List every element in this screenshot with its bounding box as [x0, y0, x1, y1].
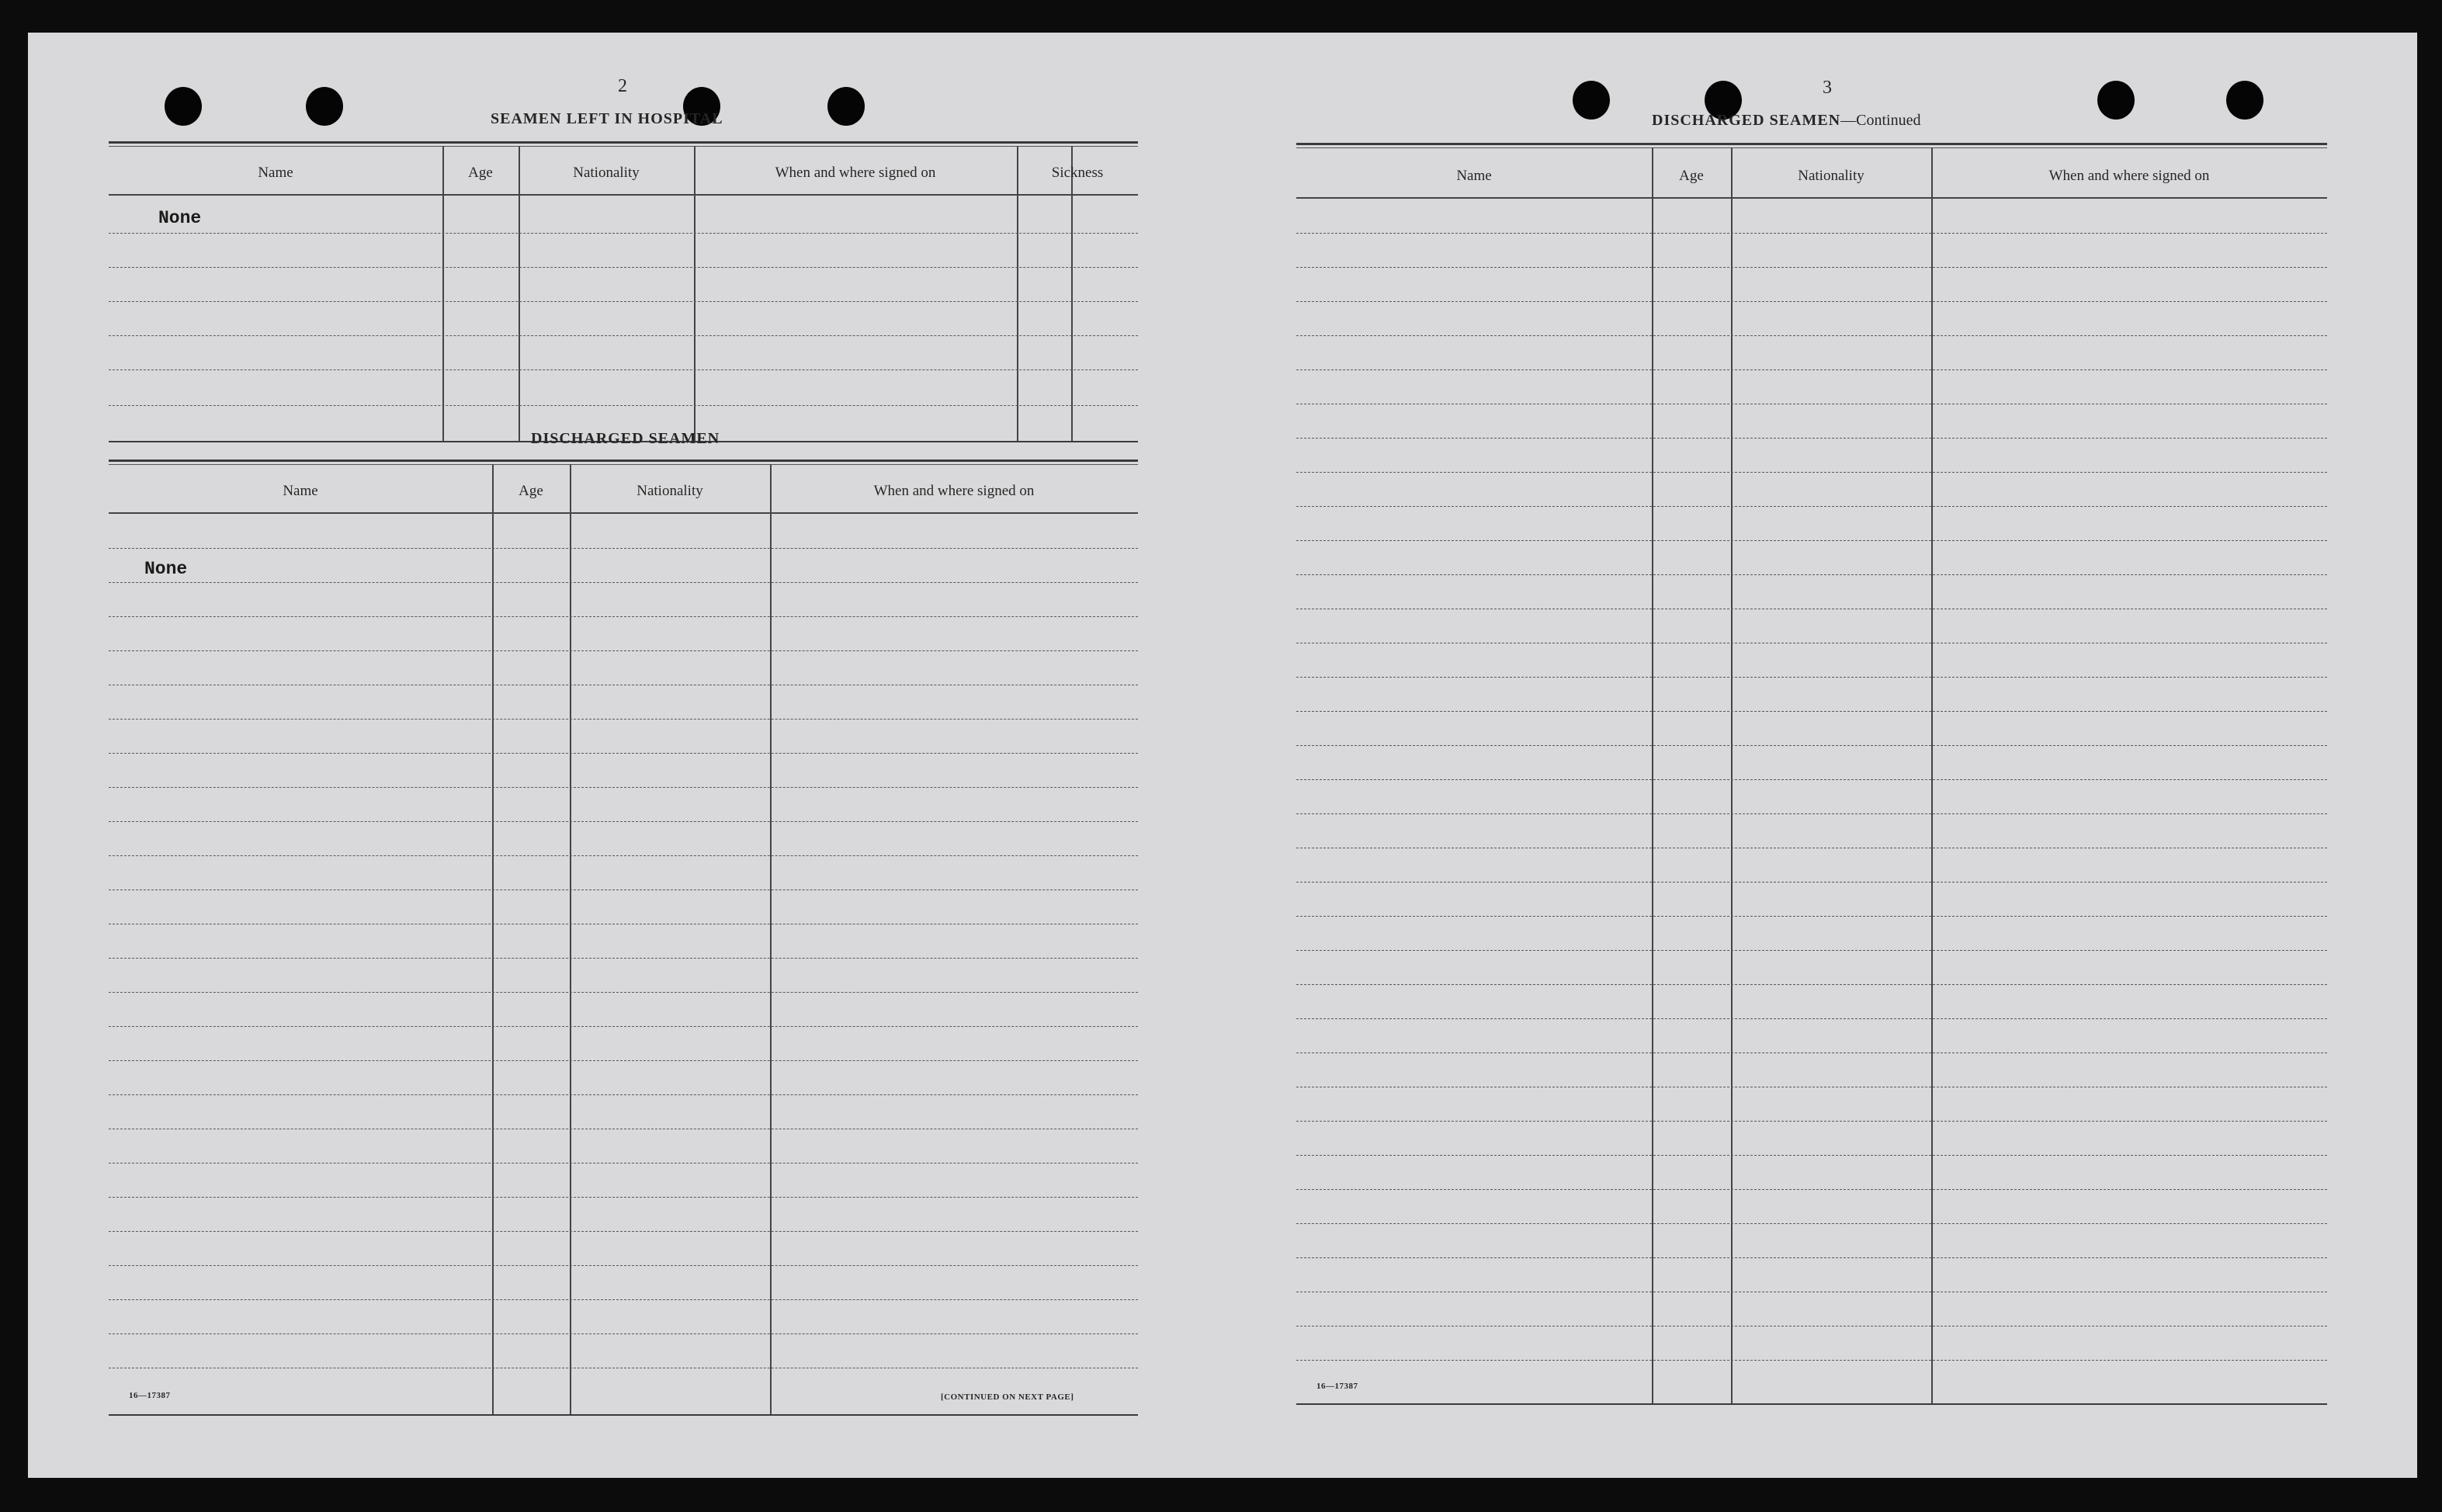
column-header-nationality: Nationality [1798, 168, 1864, 184]
column-header-age: Age [519, 483, 543, 499]
column-header-signed-on: When and where signed on [2048, 168, 2210, 184]
discharged-continued-table [1296, 143, 2327, 1405]
column-header-name: Name [283, 483, 318, 499]
column-header-sickness: Sickness [1051, 165, 1104, 181]
column-header-signed-on: When and where signed on [873, 483, 1035, 499]
column-header-nationality: Nationality [573, 165, 640, 181]
page-number: 3 [1823, 78, 1832, 98]
section-title-text: DISCHARGED SEAMEN [1652, 112, 1841, 129]
column-header-name: Name [258, 165, 293, 181]
column-header-age: Age [1679, 168, 1704, 184]
punch-hole [165, 87, 202, 126]
punch-hole [2097, 81, 2135, 120]
document-scan [28, 33, 2417, 1478]
section-title-discharged: DISCHARGED SEAMEN [531, 430, 720, 447]
section-title-hospital: SEAMEN LEFT IN HOSPITAL [491, 110, 723, 127]
discharged-entry: None [144, 559, 188, 579]
section-title-discharged-continued [1652, 112, 1921, 130]
punch-hole [306, 87, 343, 126]
column-header-name: Name [1456, 168, 1492, 184]
column-header-age: Age [468, 165, 493, 181]
column-header-signed-on: When and where signed on [775, 165, 936, 181]
column-header-nationality: Nationality [637, 483, 703, 499]
discharged-table [109, 459, 1138, 1417]
punch-hole [2226, 81, 2263, 120]
page-number: 2 [618, 76, 627, 96]
punch-hole [1573, 81, 1610, 120]
form-number: 16—17387 [129, 1391, 171, 1400]
form-number: 16—17387 [1316, 1382, 1358, 1391]
section-title-suffix: —Continued [1840, 112, 1921, 129]
continued-note: [CONTINUED ON NEXT PAGE] [941, 1392, 1074, 1402]
punch-hole [827, 87, 865, 126]
hospital-table [109, 141, 1138, 444]
hospital-entry: None [158, 208, 202, 228]
